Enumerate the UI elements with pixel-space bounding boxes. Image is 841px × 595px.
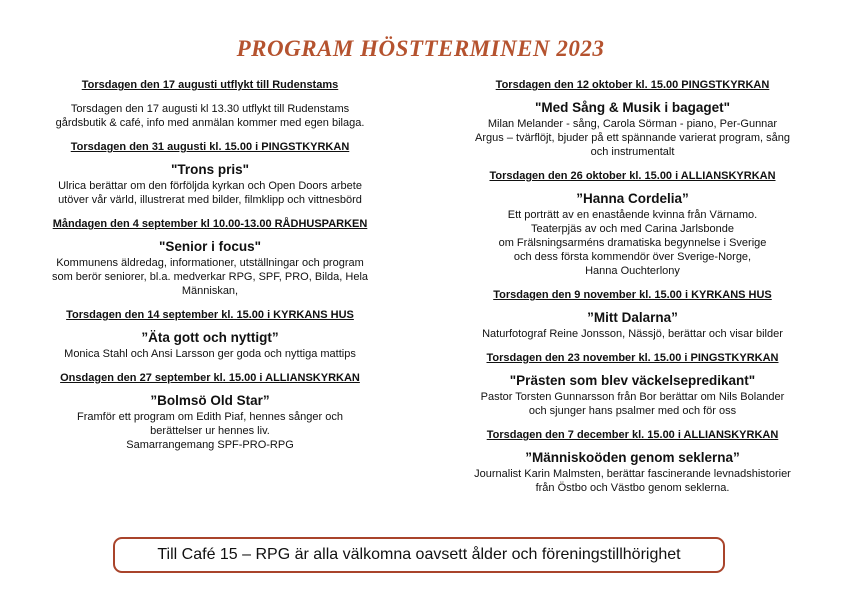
event-description: Monica Stahl och Ansi Larsson ger goda och nyttiga mattips: [64, 348, 356, 360]
event-date: Torsdagen den 9 november kl. 15.00 i KYRKANS HUS: [493, 289, 772, 301]
right-column: [440, 78, 825, 505]
event-entry: [30, 140, 390, 207]
event-entry: [30, 371, 390, 452]
event-description: Framför ett program om Edith Piaf, hennes sånger och berättelser ur hennes liv. Samarrangemang SPF-PRO-RPG: [77, 411, 343, 451]
event-description: Naturfotograf Reine Jonsson, Nässjö, berättar och visar bilder: [482, 328, 783, 340]
event-entry: [30, 217, 390, 298]
event-entry: [440, 288, 825, 341]
event-title: "Trons pris": [170, 162, 250, 177]
page-title: PROGRAM HÖSTTERMINEN 2023: [236, 36, 605, 61]
event-title: ”Hanna Cordelia”: [576, 191, 689, 206]
event-date: Torsdagen den 23 november kl. 15.00 i PINGSTKYRKAN: [486, 352, 779, 364]
event-description: Pastor Torsten Gunnarsson från Bor berättar om Nils Bolander och sjunger hans psalmer med och för oss: [480, 391, 785, 417]
event-title: "Prästen som blev väckelsepredikant": [509, 373, 756, 388]
event-description: Kommunens äldredag, informationer, utställningar och program som berör seniorer, bl.a. medverkar RPG, SPF, PRO, Bilda, Hela Människan,: [51, 257, 369, 297]
event-description: Ett porträtt av en enastående kvinna från Värnamo. Teaterpjäs av och med Carina Jarlsbonde om Frälsningsarméns dramatiska begynnelse i Sverige och dess första kommendör över Sverige-Norge, Hanna Ouchterlony: [498, 209, 767, 277]
left-column: [30, 78, 390, 462]
event-title: ”Människoöden genom seklerna”: [525, 450, 740, 465]
event-description: Journalist Karin Malmsten, berättar fascinerande levnadshistorier från Östbo och Västbo genom seklerna.: [474, 468, 791, 494]
event-title: "Senior i focus": [158, 239, 262, 254]
footer-banner: Till Café 15 – RPG är alla välkomna oavsett ålder och föreningstillhörighet: [113, 537, 725, 573]
event-title: "Med Sång & Musik i bagaget": [534, 100, 731, 115]
event-title: ”Äta gott och nyttigt”: [141, 330, 279, 345]
event-description: Ulrica berättar om den förföljda kyrkan och Open Doors arbete utöver vår värld, illustrerat med bilder, filmklipp och vittnesbörd: [58, 180, 362, 206]
event-entry: [30, 308, 390, 361]
event-date: Torsdagen den 14 september kl. 15.00 i KYRKANS HUS: [66, 309, 354, 321]
event-date: Torsdagen den 7 december kl. 15.00 i ALLIANSKYRKAN: [486, 429, 779, 441]
event-date: Torsdagen den 17 augusti utflykt till Rudenstams: [81, 79, 339, 91]
event-entry: [440, 78, 825, 159]
event-entry: [440, 169, 825, 278]
event-date: Onsdagen den 27 september kl. 15.00 i ALLIANSKYRKAN: [60, 372, 360, 384]
event-date: Torsdagen den 26 oktober kl. 15.00 i ALLIANSKYRKAN: [489, 170, 776, 182]
event-entry: [440, 428, 825, 495]
event-title: ”Mitt Dalarna”: [587, 310, 678, 325]
event-entry: [30, 78, 390, 130]
event-date: Torsdagen den 31 augusti kl. 15.00 i PINGSTKYRKAN: [70, 141, 350, 153]
event-date: Måndagen den 4 september kl 10.00-13.00 RÅDHUSPARKEN: [52, 218, 368, 230]
event-description: Milan Melander - sång, Carola Sörman - piano, Per-Gunnar Argus – tvärflöjt, bjuder på ett spännande varierat program, sång och instrumentalt: [475, 118, 790, 158]
event-description: Torsdagen den 17 augusti kl 13.30 utflykt till Rudenstams gårdsbutik & café, info med anmälan kommer med egen bilaga.: [55, 103, 365, 129]
event-entry: [440, 351, 825, 418]
event-title: ”Bolmsö Old Star”: [150, 393, 270, 408]
event-date: Torsdagen den 12 oktober kl. 15.00 PINGSTKYRKAN: [495, 79, 770, 91]
